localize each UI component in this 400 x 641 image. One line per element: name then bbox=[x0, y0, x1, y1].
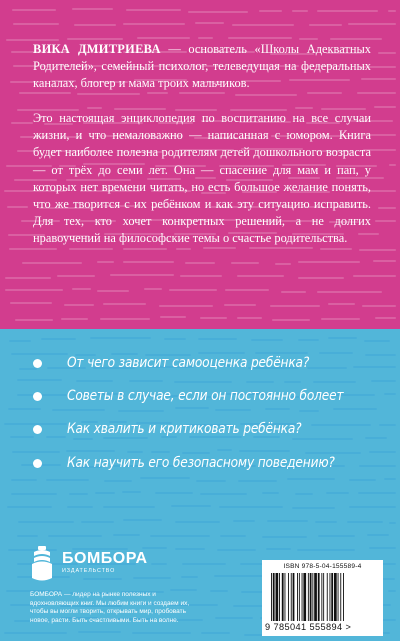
publisher-logo bbox=[30, 544, 150, 584]
pattern-stroke bbox=[214, 575, 263, 577]
pattern-stroke bbox=[9, 340, 31, 342]
pattern-stroke bbox=[151, 451, 170, 453]
barcode-bar bbox=[340, 573, 341, 621]
pattern-stroke bbox=[155, 492, 193, 494]
pattern-stroke bbox=[378, 52, 396, 54]
pattern-stroke bbox=[255, 352, 308, 354]
pattern-stroke bbox=[357, 92, 396, 94]
pattern-stroke bbox=[176, 248, 192, 250]
question-item bbox=[33, 388, 388, 404]
pattern-stroke bbox=[284, 381, 300, 383]
pattern-stroke bbox=[297, 549, 355, 551]
pattern-stroke bbox=[12, 9, 56, 11]
pattern-stroke bbox=[246, 381, 274, 383]
question-text: Советы в случае, если он постоянно болеет bbox=[67, 388, 344, 404]
pattern-stroke bbox=[239, 450, 290, 452]
barcode-bar bbox=[273, 573, 275, 621]
pattern-stroke bbox=[90, 337, 151, 339]
pattern-stroke bbox=[11, 479, 37, 481]
barcode-bar bbox=[291, 573, 292, 621]
pattern-stroke bbox=[317, 10, 378, 12]
barcode-bar bbox=[331, 573, 333, 621]
pattern-stroke bbox=[175, 548, 204, 550]
pattern-stroke bbox=[8, 408, 41, 410]
pattern-stroke bbox=[81, 521, 114, 523]
pattern-stroke bbox=[364, 340, 390, 342]
pattern-stroke bbox=[69, 493, 88, 495]
pattern-stroke bbox=[333, 408, 377, 410]
barcode-bar bbox=[334, 573, 337, 621]
pattern-stroke bbox=[272, 319, 310, 321]
pattern-stroke bbox=[249, 247, 313, 249]
pattern-stroke bbox=[61, 318, 88, 320]
pattern-stroke bbox=[41, 338, 76, 340]
pattern-stroke bbox=[18, 521, 73, 523]
isbn-label: ISBN 978-5-04-155589-4 bbox=[283, 563, 362, 570]
pattern-stroke bbox=[281, 291, 307, 293]
pattern-stroke bbox=[262, 536, 307, 538]
pattern-stroke bbox=[349, 506, 396, 508]
pattern-stroke bbox=[369, 547, 396, 549]
pattern-stroke bbox=[174, 381, 231, 383]
pattern-stroke bbox=[362, 305, 396, 307]
pattern-stroke bbox=[76, 380, 113, 382]
pattern-stroke bbox=[200, 317, 227, 319]
pattern-stroke bbox=[73, 438, 93, 440]
pattern-stroke bbox=[348, 23, 396, 25]
barcode-bar bbox=[303, 573, 306, 621]
pattern-stroke bbox=[265, 408, 290, 410]
pattern-stroke bbox=[309, 24, 341, 26]
bombora-logo-icon bbox=[30, 544, 54, 582]
pattern-stroke bbox=[315, 521, 336, 523]
pattern-stroke bbox=[72, 8, 113, 10]
pattern-stroke bbox=[347, 521, 382, 523]
pattern-stroke bbox=[375, 317, 396, 319]
pattern-stroke bbox=[210, 590, 228, 592]
pattern-stroke bbox=[171, 505, 212, 507]
pattern-stroke bbox=[232, 24, 294, 26]
pattern-stroke bbox=[217, 549, 256, 551]
author-name: ВИКА ДМИТРИЕВА bbox=[33, 42, 161, 56]
barcode-bar bbox=[282, 573, 284, 621]
pattern-stroke bbox=[22, 262, 82, 264]
pattern-stroke bbox=[72, 288, 91, 290]
pattern-stroke bbox=[123, 248, 166, 250]
barcode-icon bbox=[271, 573, 375, 621]
author-bio bbox=[33, 41, 371, 93]
pattern-stroke bbox=[64, 304, 93, 306]
bullet-dot-icon bbox=[33, 392, 42, 401]
pattern-stroke bbox=[233, 520, 255, 522]
pattern-stroke bbox=[378, 207, 396, 209]
question-item bbox=[33, 455, 378, 471]
pattern-stroke bbox=[201, 632, 231, 634]
pattern-stroke bbox=[295, 107, 313, 109]
pattern-stroke bbox=[298, 339, 319, 341]
barcode-bar bbox=[302, 573, 303, 621]
pattern-stroke bbox=[110, 274, 173, 276]
pattern-stroke bbox=[123, 23, 185, 25]
pattern-stroke bbox=[97, 261, 114, 263]
pattern-stroke bbox=[371, 380, 396, 382]
pattern-stroke bbox=[7, 506, 51, 508]
barcode-bar bbox=[327, 573, 328, 621]
pattern-stroke bbox=[5, 277, 51, 279]
pattern-stroke bbox=[118, 410, 164, 412]
bullet-dot-icon bbox=[33, 425, 42, 434]
pattern-stroke bbox=[384, 478, 396, 480]
pattern-stroke bbox=[95, 492, 115, 494]
pattern-stroke bbox=[160, 316, 186, 318]
pattern-stroke bbox=[369, 451, 396, 453]
pattern-stroke bbox=[195, 22, 224, 24]
pattern-stroke bbox=[321, 318, 360, 320]
barcode-bar bbox=[321, 573, 322, 621]
pattern-stroke bbox=[122, 491, 141, 493]
pattern-stroke bbox=[127, 451, 143, 453]
pattern-stroke bbox=[326, 492, 349, 494]
pattern-stroke bbox=[320, 248, 352, 250]
pattern-stroke bbox=[5, 289, 64, 291]
pattern-stroke bbox=[266, 548, 291, 550]
publisher-description: БОМБОРА — лидер на рынке полезных и вдохновляющих книг. Мы любим книги и создаем их, чтобы вы могли творить, открывать мир, пробовать новое, расти. Быть счастливыми. Быть на волне. bbox=[30, 591, 190, 624]
barcode-panel bbox=[262, 560, 383, 636]
pattern-stroke bbox=[217, 449, 232, 451]
pattern-stroke bbox=[365, 437, 387, 439]
pattern-stroke bbox=[13, 23, 59, 25]
barcode-bar bbox=[318, 573, 320, 621]
barcode-digits: 9 785041 555894 > bbox=[265, 622, 352, 632]
pattern-stroke bbox=[298, 277, 344, 279]
pattern-stroke bbox=[358, 492, 396, 494]
book-description: Это настоящая энциклопедия по воспитанию на все случаи жизни, и что немаловажно — написанная с юмором. Книга будет наиболее полезна родителям детей дошкольного возраста — от трёх до семи лет. Она — спасение для мам и пап, у которых нет времени читать, но есть большое желание понять, что же творится с их ребёнком и как эту ситуацию исправить. Для тех, кто хочет конкретных решений, а не долгих нравоучений на философские темы о счастье родительства. bbox=[33, 111, 371, 246]
pattern-stroke bbox=[220, 535, 246, 537]
pattern-stroke bbox=[169, 289, 217, 291]
pattern-stroke bbox=[200, 493, 247, 495]
pattern-stroke bbox=[11, 122, 33, 124]
pattern-stroke bbox=[151, 563, 167, 565]
pattern-stroke bbox=[251, 339, 282, 341]
question-item bbox=[33, 421, 340, 437]
pattern-stroke bbox=[270, 305, 320, 307]
pattern-stroke bbox=[4, 632, 67, 634]
question-text: От чего зависит самооценка ребёнка? bbox=[67, 355, 310, 371]
pattern-stroke bbox=[67, 506, 93, 508]
pattern-stroke bbox=[144, 288, 162, 290]
pattern-stroke bbox=[77, 93, 140, 95]
pattern-stroke bbox=[259, 10, 282, 12]
pattern-stroke bbox=[66, 450, 116, 452]
pattern-stroke bbox=[365, 354, 396, 356]
pattern-stroke bbox=[87, 107, 102, 109]
pattern-stroke bbox=[388, 10, 396, 12]
pattern-stroke bbox=[185, 262, 216, 264]
pattern-stroke bbox=[374, 106, 396, 108]
pattern-stroke bbox=[103, 506, 155, 508]
barcode-bar bbox=[338, 573, 339, 621]
barcode-bar bbox=[293, 573, 295, 621]
pattern-stroke bbox=[19, 92, 71, 94]
pattern-stroke bbox=[224, 304, 256, 306]
barcode-bar bbox=[276, 573, 279, 621]
pattern-stroke bbox=[215, 409, 251, 411]
pattern-stroke bbox=[69, 248, 114, 250]
pattern-stroke bbox=[238, 480, 277, 482]
pattern-stroke bbox=[126, 9, 182, 11]
pattern-stroke bbox=[237, 275, 283, 277]
pattern-stroke bbox=[181, 576, 198, 578]
barcode-bar bbox=[288, 573, 289, 621]
pattern-stroke bbox=[307, 92, 343, 94]
pattern-stroke bbox=[159, 305, 213, 307]
pattern-stroke bbox=[175, 521, 220, 523]
pattern-stroke bbox=[292, 10, 308, 12]
pattern-stroke bbox=[123, 519, 162, 521]
barcode-bar bbox=[299, 573, 300, 621]
pattern-stroke bbox=[11, 493, 57, 495]
bullet-dot-icon bbox=[33, 459, 42, 468]
pattern-stroke bbox=[267, 520, 308, 522]
pattern-stroke bbox=[237, 317, 261, 319]
question-text: Как научить его безопасному поведению? bbox=[67, 455, 335, 471]
pattern-stroke bbox=[57, 275, 95, 277]
pattern-stroke bbox=[198, 37, 214, 39]
pattern-stroke bbox=[78, 631, 122, 633]
barcode-bar bbox=[285, 573, 286, 621]
pattern-stroke bbox=[74, 24, 116, 26]
pattern-stroke bbox=[164, 338, 186, 340]
pattern-stroke bbox=[379, 424, 396, 426]
publisher-name: БОМБОРА bbox=[62, 550, 148, 567]
pattern-stroke bbox=[231, 262, 260, 264]
pattern-stroke bbox=[12, 451, 60, 453]
barcode-bar bbox=[279, 573, 280, 621]
pattern-stroke bbox=[17, 535, 38, 537]
pattern-stroke bbox=[353, 275, 396, 277]
pattern-stroke bbox=[137, 37, 190, 39]
pattern-stroke bbox=[140, 477, 190, 479]
pattern-stroke bbox=[188, 11, 247, 13]
pattern-stroke bbox=[299, 410, 320, 412]
pattern-stroke bbox=[313, 381, 357, 383]
pattern-stroke bbox=[367, 534, 390, 536]
pattern-stroke bbox=[196, 480, 226, 482]
pattern-stroke bbox=[175, 407, 209, 409]
author-bio-text: — основатель «Школы Адекватных Родителей», семейный психолог, телеведущая на федеральных каналах, блогер и мама троих мальчиков. bbox=[33, 42, 371, 91]
barcode-bar bbox=[310, 573, 312, 621]
pattern-stroke bbox=[215, 617, 252, 619]
pattern-stroke bbox=[287, 478, 335, 480]
pattern-stroke bbox=[292, 507, 335, 509]
pattern-stroke bbox=[228, 37, 292, 39]
pattern-stroke bbox=[389, 522, 396, 524]
pattern-stroke bbox=[100, 318, 149, 320]
pattern-stroke bbox=[113, 534, 140, 536]
pattern-stroke bbox=[10, 436, 34, 438]
barcode-bar bbox=[312, 573, 313, 621]
pattern-stroke bbox=[353, 366, 396, 368]
pattern-stroke bbox=[132, 632, 191, 634]
pattern-stroke bbox=[318, 535, 354, 537]
pattern-stroke bbox=[15, 319, 53, 321]
pattern-stroke bbox=[180, 275, 222, 277]
pattern-stroke bbox=[48, 535, 102, 537]
pattern-stroke bbox=[330, 38, 382, 40]
barcode-bar bbox=[271, 573, 272, 621]
pattern-stroke bbox=[123, 261, 173, 263]
barcode-bar bbox=[297, 573, 298, 621]
pattern-stroke bbox=[97, 290, 128, 292]
barcode-bar bbox=[343, 573, 344, 621]
pattern-stroke bbox=[328, 337, 357, 339]
pattern-stroke bbox=[305, 452, 361, 454]
pattern-stroke bbox=[359, 249, 396, 251]
pattern-stroke bbox=[388, 590, 396, 592]
pattern-stroke bbox=[389, 164, 396, 166]
pattern-stroke bbox=[103, 303, 146, 305]
pattern-stroke bbox=[52, 409, 105, 411]
pattern-stroke bbox=[262, 492, 279, 494]
pattern-stroke bbox=[129, 380, 163, 382]
pattern-stroke bbox=[104, 480, 132, 482]
pattern-stroke bbox=[198, 352, 245, 354]
barcode-bar bbox=[308, 573, 309, 621]
pattern-stroke bbox=[275, 263, 291, 265]
publisher-tagline: ИЗДАТЕЛЬСТВО bbox=[62, 568, 116, 574]
pattern-stroke bbox=[17, 379, 62, 381]
pattern-stroke bbox=[10, 302, 52, 304]
pattern-stroke bbox=[7, 206, 28, 208]
pattern-stroke bbox=[225, 289, 269, 291]
pattern-stroke bbox=[198, 338, 237, 340]
pattern-stroke bbox=[375, 220, 396, 222]
question-item bbox=[33, 355, 349, 371]
pattern-stroke bbox=[349, 479, 377, 481]
pattern-stroke bbox=[182, 563, 226, 565]
pattern-stroke bbox=[235, 94, 296, 96]
barcode-bar bbox=[314, 573, 317, 621]
pattern-stroke bbox=[182, 452, 210, 454]
pattern-stroke bbox=[67, 38, 123, 40]
pattern-stroke bbox=[373, 260, 396, 262]
pattern-stroke bbox=[150, 535, 211, 537]
pattern-stroke bbox=[292, 438, 352, 440]
question-text: Как хвалить и критиковать ребёнка? bbox=[67, 421, 302, 437]
pattern-stroke bbox=[317, 291, 381, 293]
pattern-stroke bbox=[298, 261, 360, 263]
pattern-stroke bbox=[9, 248, 57, 250]
pattern-stroke bbox=[219, 506, 283, 508]
barcode-bar bbox=[330, 573, 331, 621]
bullet-dot-icon bbox=[33, 359, 42, 368]
barcode-bar bbox=[323, 573, 324, 621]
pattern-stroke bbox=[328, 303, 355, 305]
pattern-stroke bbox=[46, 479, 89, 481]
pattern-stroke bbox=[295, 493, 314, 495]
